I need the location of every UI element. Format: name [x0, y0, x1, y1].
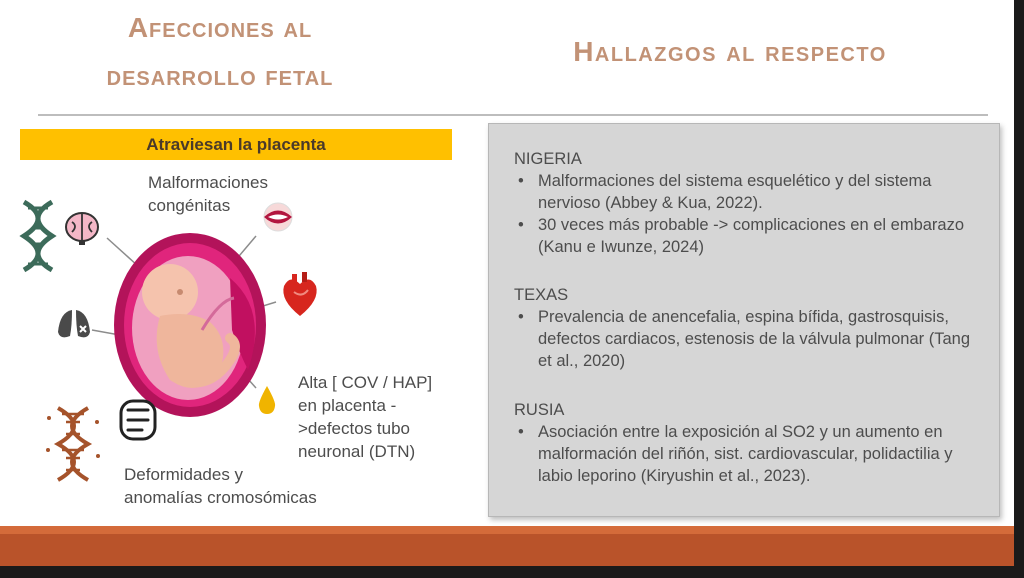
- section-rusia: [514, 399, 979, 487]
- fetus-illustration: [110, 230, 270, 420]
- label-deformidades: [124, 463, 404, 509]
- title-left-line1: Afecciones al: [127, 12, 313, 43]
- label-alta-line4: neuronal (DTN): [298, 442, 416, 461]
- list-item: • Malformaciones del sistema esquelético y del sistema nervioso (Abbey & Kua, 2022).: [514, 170, 979, 214]
- section-title-texas: TEXAS: [514, 286, 569, 304]
- brain-icon: [64, 210, 100, 246]
- findings-panel: [488, 123, 1000, 517]
- dna-icon: [18, 200, 58, 272]
- list-item: • 30 veces más probable -> complicaciones en el embarazo (Kanu e Iwunze, 2024): [514, 214, 979, 258]
- section-nigeria: [514, 148, 979, 258]
- label-deformidades-line2: anomalías cromosómicas: [124, 488, 317, 507]
- section-title-rusia: RUSIA: [514, 401, 565, 419]
- lungs-icon: [54, 306, 94, 342]
- label-alta-line1: Alta [ COV / HAP]: [298, 373, 433, 392]
- label-deformidades-line1: Deformidades y: [124, 465, 244, 484]
- droplet-icon: [256, 384, 278, 416]
- label-malformaciones: Malformaciones congénitas: [148, 173, 268, 215]
- placenta-banner: Atraviesan la placenta: [20, 129, 452, 160]
- title-right: Hallazgos al respecto: [573, 36, 887, 67]
- heart-icon: [280, 272, 320, 318]
- dna-helix-icon: [44, 404, 102, 482]
- label-alta-line3: >defectos tubo: [298, 419, 411, 438]
- section-title-nigeria: NIGERIA: [514, 150, 582, 168]
- title-left-line2: desarrollo fetal: [106, 60, 334, 91]
- intestine-icon: [118, 398, 158, 442]
- section-texas: [514, 284, 979, 372]
- label-alta-cov-hap: [298, 371, 488, 463]
- label-alta-line2: en placenta -: [298, 396, 397, 415]
- list-item: • Prevalencia de anencefalia, espina bífida, gastrosquisis, defectos cardiacos, estenosis de la válvula pulmonar (Tang et al., 2020): [514, 306, 979, 372]
- list-item: • Asociación entre la exposición al SO2 y un aumento en malformación del riñón, sist. cardiovascular, polidactilia y labio leporino (Kiryushin et al., 2023).: [514, 421, 979, 487]
- bottom-band: [0, 526, 1014, 566]
